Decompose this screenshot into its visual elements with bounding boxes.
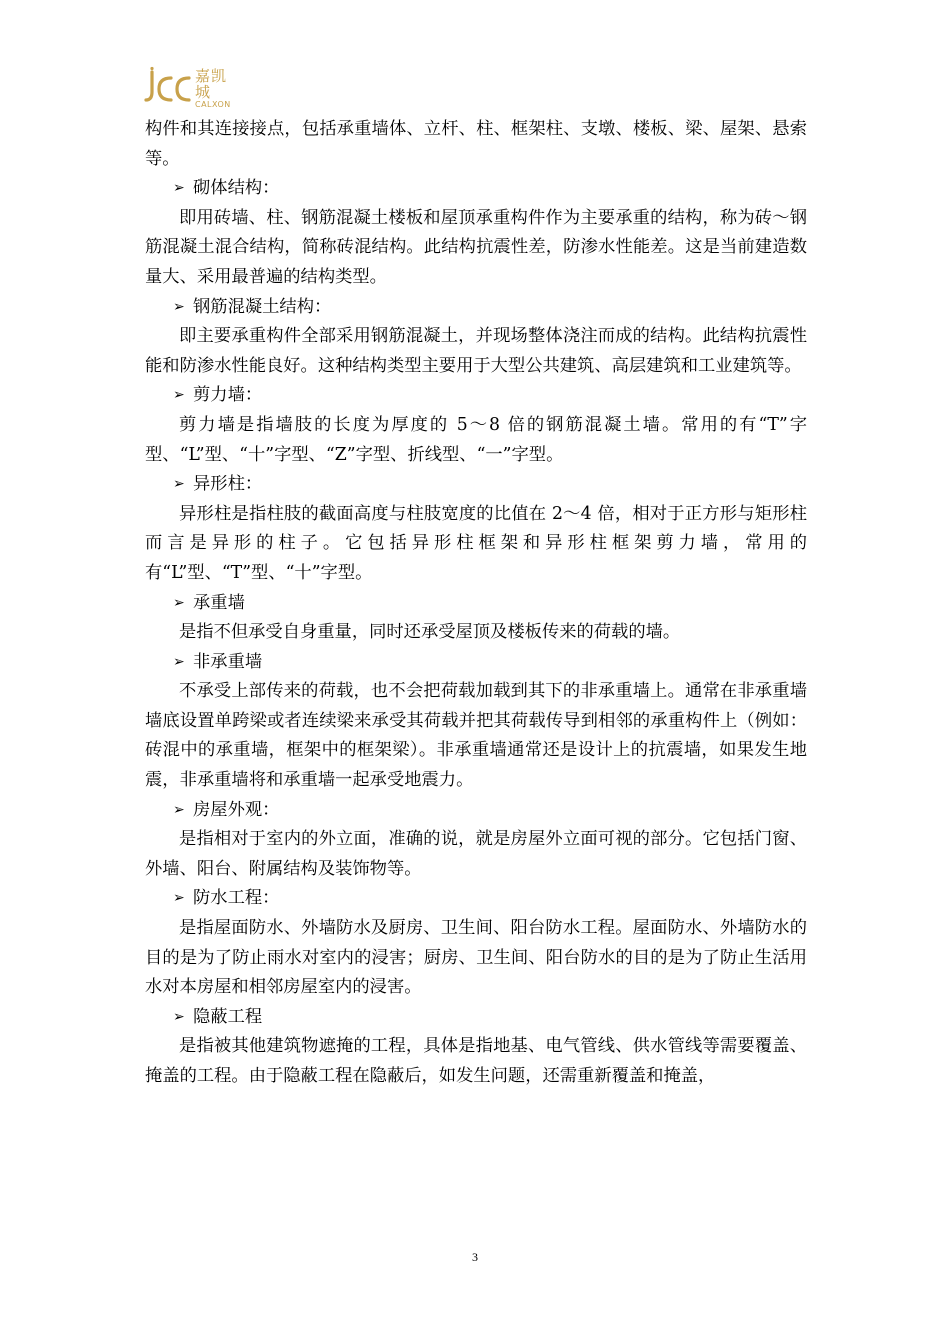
section-heading-text: 钢筋混凝土结构： bbox=[193, 296, 332, 317]
bullet-arrow-icon: ➢ bbox=[173, 1008, 185, 1025]
document-body bbox=[145, 115, 807, 1092]
company-logo bbox=[143, 66, 233, 109]
intro-paragraph: 构件和其连接接点，包括承重墙体、立杆、柱、框架柱、支墩、楼板、梁、屋架、悬索等。 bbox=[145, 119, 807, 169]
section-body: 即用砖墙、柱、钢筋混凝土楼板和屋顶承重构件作为主要承重的结构，称为砖～钢筋混凝土混合结构，简称砖混结构。此结构抗震性差，防渗水性能差。这是当前建造数量大、采用最普遍的结构类型。 bbox=[145, 207, 807, 287]
bullet-arrow-icon: ➢ bbox=[173, 387, 185, 404]
section-heading bbox=[145, 381, 807, 411]
section-heading-text: 砌体结构： bbox=[193, 178, 280, 199]
logo-english-name: CALXON bbox=[195, 100, 231, 109]
section-body: 是指相对于室内的外立面，准确的说，就是房屋外立面可视的部分。它包括门窗、外墙、阳台、附属结构及装饰物等。 bbox=[145, 829, 807, 879]
bullet-arrow-icon: ➢ bbox=[173, 594, 185, 611]
definition-sections bbox=[145, 174, 807, 1091]
section-body: 剪力墙是指墙肢的长度为厚度的 5～8 倍的钢筋混凝土墙。常用的有“T”字型、“L”型、“十”字型、“Z”字型、折线型、“一”字型。 bbox=[145, 414, 807, 465]
section-heading-text: 防水工程： bbox=[193, 888, 280, 909]
section-heading bbox=[145, 1003, 807, 1033]
page-number: 3 bbox=[472, 1250, 478, 1264]
bullet-arrow-icon: ➢ bbox=[173, 476, 185, 493]
bullet-arrow-icon: ➢ bbox=[173, 890, 185, 907]
section-heading-text: 隐蔽工程 bbox=[193, 1006, 263, 1027]
section-heading bbox=[145, 293, 807, 323]
section-heading bbox=[145, 174, 807, 204]
bullet-arrow-icon: ➢ bbox=[173, 653, 185, 670]
section-heading-text: 承重墙 bbox=[193, 592, 245, 613]
section-heading bbox=[145, 648, 807, 678]
section-body: 不承受上部传来的荷载，也不会把荷载加载到其下的非承重墙上。通常在非承重墙墙底设置单跨梁或者连续梁来承受其荷载并把其荷载传导到相邻的承重构件上（例如：砖混中的承重墙，框架中的框架梁）。非承重墙通常还是设计上的抗震墙，如果发生地震，非承重墙将和承重墙一起承受地震力。 bbox=[145, 681, 807, 791]
section-heading-text: 房屋外观： bbox=[193, 799, 280, 820]
bullet-arrow-icon: ➢ bbox=[173, 801, 185, 818]
jkc-logo-icon bbox=[143, 66, 195, 106]
logo-wordmark bbox=[195, 68, 233, 110]
section-heading bbox=[145, 589, 807, 619]
section-body: 是指屋面防水、外墙防水及厨房、卫生间、阳台防水工程。屋面防水、外墙防水的目的是为了防止雨水对室内的浸害；厨房、卫生间、阳台防水的目的是为了防止生活用水对本房屋和相邻房屋室内的浸害。 bbox=[145, 918, 807, 998]
bullet-arrow-icon: ➢ bbox=[173, 180, 185, 197]
section-heading bbox=[145, 796, 807, 826]
bullet-arrow-icon: ➢ bbox=[173, 298, 185, 315]
section-heading bbox=[145, 884, 807, 914]
section-heading-text: 异形柱： bbox=[193, 474, 263, 495]
section-body: 是指被其他建筑物遮掩的工程，具体是指地基、电气管线、供水管线等需要覆盖、掩盖的工程。由于隐蔽工程在隐蔽后，如发生问题，还需重新覆盖和掩盖， bbox=[145, 1036, 807, 1086]
section-body: 是指不但承受自身重量，同时还承受屋顶及楼板传来的荷载的墙。 bbox=[179, 622, 681, 643]
section-heading-text: 非承重墙 bbox=[193, 651, 263, 672]
section-heading-text: 剪力墙： bbox=[193, 385, 263, 406]
logo-chinese-name: 嘉凯城 bbox=[195, 67, 228, 101]
section-heading bbox=[145, 470, 807, 500]
section-body: 即主要承重构件全部采用钢筋混凝土，并现场整体浇注而成的结构。此结构抗震性能和防渗水性能良好。这种结构类型主要用于大型公共建筑、高层建筑和工业建筑等。 bbox=[145, 326, 807, 376]
section-body: 异形柱是指柱肢的截面高度与柱肢宽度的比值在 2～4 倍，相对于正方形与矩形柱而言是异形的柱子。它包括异形柱框架和异形柱框架剪力墙，常用的有“L”型、“T”型、“十”字型。 bbox=[145, 503, 807, 583]
